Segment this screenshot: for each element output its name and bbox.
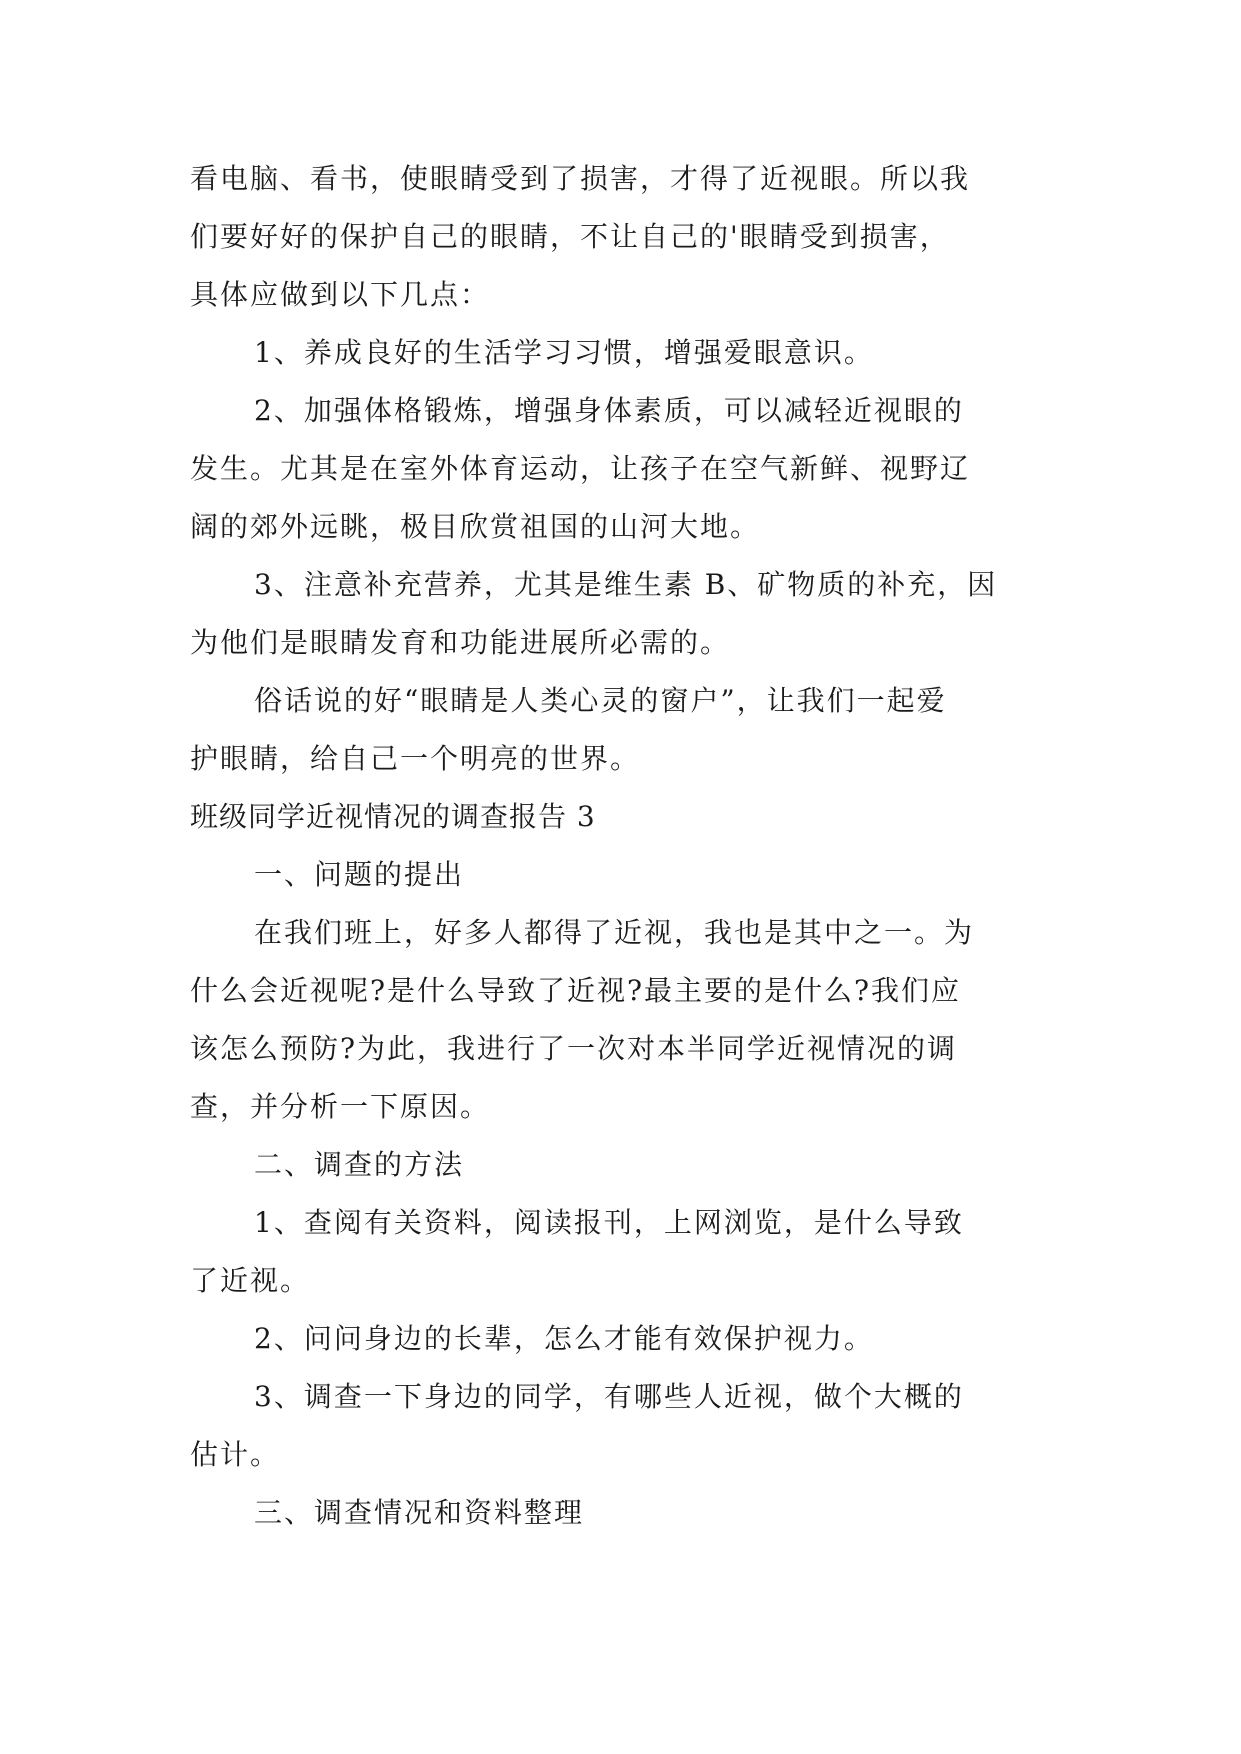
paragraph-line: 该怎么预防?为此，我进行了一次对本半同学近视情况的调 bbox=[190, 1032, 958, 1065]
section-heading: 一、问题的提出 bbox=[254, 858, 465, 891]
document-body bbox=[190, 150, 1050, 1542]
list-item: 1、查阅有关资料，阅读报刊，上网浏览，是什么导致 bbox=[254, 1206, 964, 1239]
list-item: 2、问问身边的长辈，怎么才能有效保护视力。 bbox=[254, 1322, 874, 1355]
paragraph-line: 护眼睛，给自己一个明亮的世界。 bbox=[190, 742, 641, 775]
list-item: 2、加强体格锻炼，增强身体素质，可以减轻近视眼的 bbox=[254, 394, 964, 427]
paragraph-line: 俗话说的好“眼睛是人类心灵的窗户”，让我们一起爱 bbox=[254, 684, 947, 717]
paragraph-line: 阔的郊外远眺，极目欣赏祖国的山河大地。 bbox=[190, 510, 761, 543]
paragraph-line: 具体应做到以下几点： bbox=[190, 278, 491, 311]
paragraph-line: 在我们班上，好多人都得了近视，我也是其中之一。为 bbox=[254, 916, 975, 949]
paragraph-line: 发生。尤其是在室外体育运动，让孩子在空气新鲜、视野辽 bbox=[190, 452, 971, 485]
paragraph-line: 了近视。 bbox=[190, 1264, 311, 1297]
paragraph-line: 为他们是眼睛发育和功能进展所必需的。 bbox=[190, 626, 731, 659]
paragraph-line: 们要好好的保护自己的眼睛，不让自己的'眼睛受到损害， bbox=[190, 220, 950, 253]
section-title: 班级同学近视情况的调查报告 3 bbox=[190, 800, 596, 833]
paragraph-line: 查，并分析一下原因。 bbox=[190, 1090, 491, 1123]
list-item: 3、注意补充营养，尤其是维生素 B、矿物质的补充，因 bbox=[254, 568, 998, 601]
paragraph-line: 什么会近视呢?是什么导致了近视?最主要的是什么?我们应 bbox=[190, 974, 962, 1007]
list-item: 1、养成良好的生活学习习惯，增强爱眼意识。 bbox=[254, 336, 874, 369]
list-item: 3、调查一下身边的同学，有哪些人近视，做个大概的 bbox=[254, 1380, 964, 1413]
paragraph-line: 看电脑、看书，使眼睛受到了损害，才得了近视眼。所以我 bbox=[190, 162, 971, 195]
section-heading: 三、调查情况和资料整理 bbox=[254, 1496, 585, 1529]
section-heading: 二、调查的方法 bbox=[254, 1148, 465, 1181]
paragraph-line: 估计。 bbox=[190, 1438, 281, 1471]
